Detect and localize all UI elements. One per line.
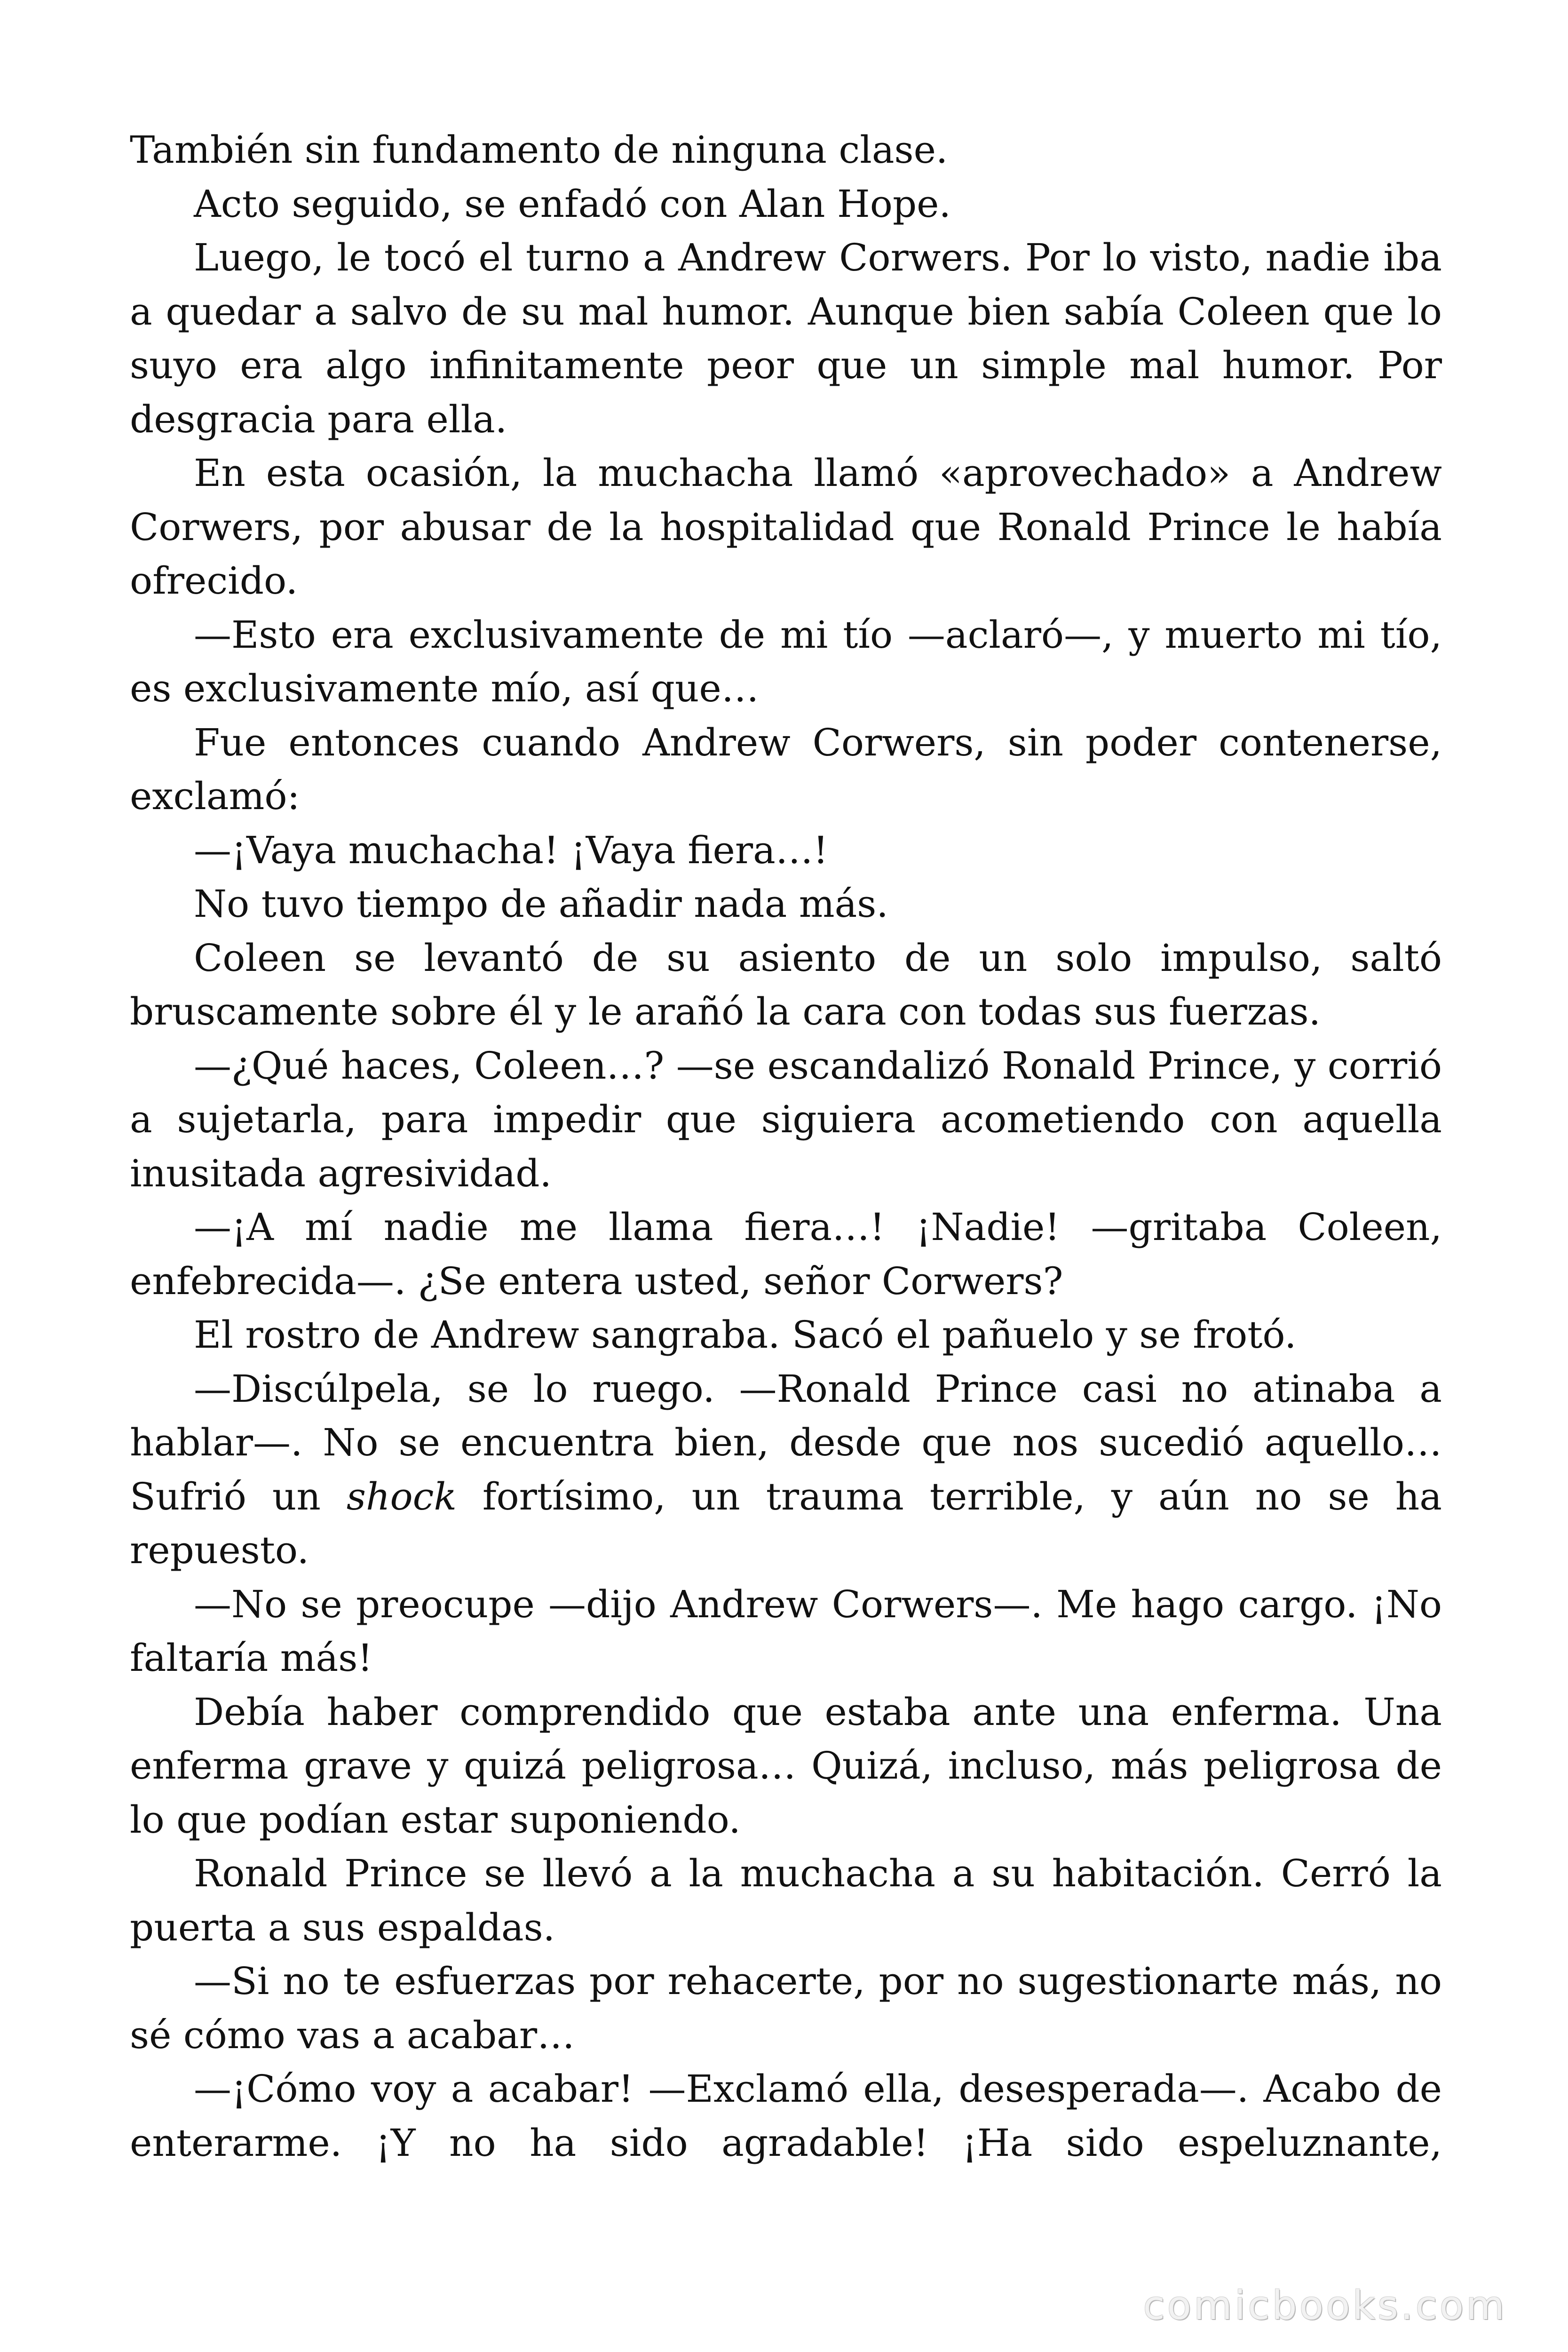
- paragraph-12: El rostro de Andrew sangraba. Sacó el pañuelo y se frotó.: [194, 1313, 1297, 1357]
- paragraph-10: —¿Qué haces, Coleen…? —se escandalizó Ronald Prince, y corrió a sujetarla, para impedir que siguiera acometiendo con aquella inusitada agresividad.: [130, 1043, 1442, 1195]
- paragraph-1: También sin fundamento de ninguna clase.: [130, 128, 948, 172]
- paragraph-2: Acto seguido, se enfadó con Alan Hope.: [194, 182, 951, 226]
- paragraph-6: Fue entonces cuando Andrew Corwers, sin poder contenerse, exclamó:: [130, 720, 1442, 818]
- paragraph-13: [130, 1362, 1442, 1578]
- paragraph-16: Ronald Prince se llevó a la muchacha a su habitación. Cerró la puerta a sus espaldas.: [130, 1851, 1442, 1949]
- paragraph-13-after: fortísimo, un trauma terrible, y aún no se ha repuesto.: [130, 1474, 1442, 1572]
- paragraph-17: —Si no te esfuerzas por rehacerte, por no sugestionarte más, no sé cómo vas a acabar…: [130, 1959, 1442, 2057]
- paragraph-7: —¡Vaya muchacha! ¡Vaya fiera…!: [194, 828, 828, 872]
- paragraph-14: —No se preocupe —dijo Andrew Corwers—. Me hago cargo. ¡No faltaría más!: [130, 1582, 1442, 1680]
- paragraph-9: Coleen se levantó de su asiento de un solo impulso, saltó bruscamente sobre él y le arañó la cara con todas sus fuerzas.: [130, 936, 1442, 1033]
- paragraph-18: —¡Cómo voy a acabar! —Exclamó ella, desesperada—. Acabo de enterarme. ¡Y no ha sido agradable! ¡Ha sido espeluznante,: [130, 2067, 1442, 2165]
- paragraph-3: Luego, le tocó el turno a Andrew Corwers. Por lo visto, nadie iba a quedar a salvo de su mal humor. Aunque bien sabía Coleen que lo suyo era algo infinitamente peor que un simple mal humor. Por desgracia para ella.: [130, 236, 1442, 441]
- paragraph-5: —Esto era exclusivamente de mi tío —aclaró—, y muerto mi tío, es exclusivamente mío, así que…: [130, 612, 1442, 710]
- page-text: [130, 123, 1442, 2170]
- paragraph-11: —¡A mí nadie me llama fiera…! ¡Nadie! —gritaba Coleen, enfebrecida—. ¿Se entera usted, señor Corwers?: [130, 1205, 1442, 1303]
- paragraph-4: En esta ocasión, la muchacha llamó «aprovechado» a Andrew Corwers, por abusar de la hospitalidad que Ronald Prince le había ofrecido.: [130, 451, 1442, 603]
- paragraph-8: No tuvo tiempo de añadir nada más.: [194, 882, 888, 926]
- paragraph-13-emphasis: shock: [346, 1474, 457, 1518]
- paragraph-15: Debía haber comprendido que estaba ante una enferma. Una enferma grave y quizá peligrosa… Quizá, incluso, más peligrosa de lo que podían estar suponiendo.: [130, 1690, 1442, 1842]
- paragraph-13-before: —Discúlpela, se lo ruego. —Ronald Prince casi no atinaba a hablar—. No se encuentra bien, desde que nos sucedió aquello… Sufrió un: [130, 1367, 1442, 1518]
- watermark: comicbooks.com: [1143, 2282, 1507, 2328]
